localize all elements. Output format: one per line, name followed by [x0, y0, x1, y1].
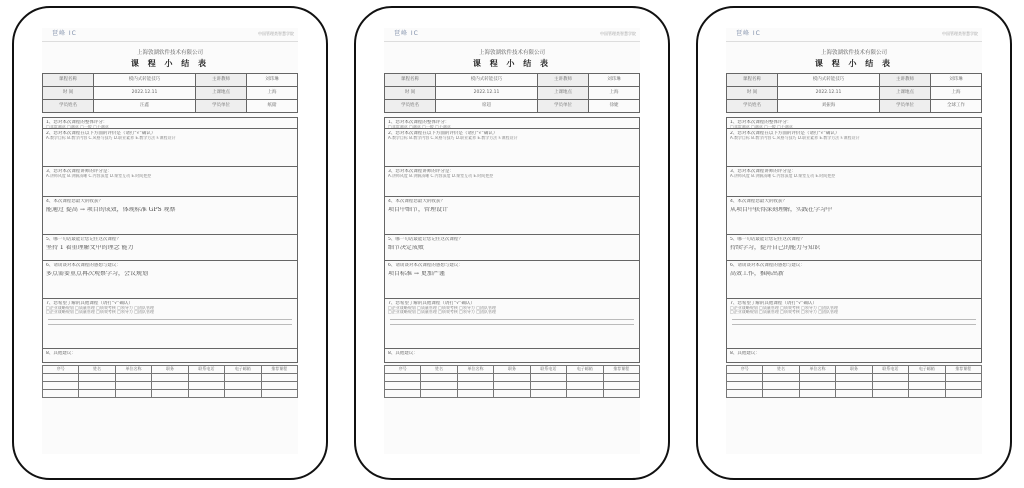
question-5-text: 5、哪一句话最能让您记住这次课程？ — [388, 236, 463, 242]
lecturer-label: 主讲教师 — [538, 73, 589, 86]
unit-label: 学员单位 — [538, 99, 589, 112]
lecturer-label: 主讲教师 — [196, 73, 247, 86]
table-header-cell: 序号 — [727, 365, 763, 373]
table-header-cell: 电子邮箱 — [225, 365, 261, 373]
table-header-cell: 电子邮箱 — [909, 365, 945, 373]
question-7-text: 7、您希望了解的其他课程（请打“√”确认） — [730, 300, 817, 306]
question-3-text: 3、您对本次课程讲师的评分是： — [730, 168, 796, 174]
question-5-text: 5、哪一句话最能让您记住这次课程？ — [46, 236, 121, 242]
unit-value: 徐婕 — [589, 99, 640, 112]
question-1 — [42, 117, 298, 129]
sheet-header — [42, 28, 298, 42]
divider — [390, 324, 634, 325]
company-name: 上海敦湖软件技术有限公司 — [478, 50, 545, 56]
table-header-cell: 职务 — [494, 365, 530, 373]
student-label: 学员姓名 — [727, 99, 778, 112]
table-row — [727, 381, 982, 389]
question-5 — [42, 235, 298, 261]
recommend-table — [726, 365, 982, 398]
place-value: 上海 — [247, 86, 298, 99]
unit-label: 学员单位 — [196, 99, 247, 112]
student-label: 学员姓名 — [385, 99, 436, 112]
question-7 — [384, 299, 640, 349]
table-header-cell: 联系电话 — [530, 365, 566, 373]
summary-sheet — [384, 28, 640, 454]
summary-sheet — [726, 28, 982, 454]
table-header-cell: 姓名 — [763, 365, 799, 373]
slogan: 中国管理类智慧学院 — [942, 31, 978, 36]
unit-value: 纸储 — [247, 99, 298, 112]
student-label: 学员姓名 — [43, 99, 94, 112]
question-3 — [384, 167, 640, 197]
question-7-text: 7、您希望了解的其他课程（请打“√”确认） — [46, 300, 133, 306]
slogan: 中国管理类智慧学院 — [600, 31, 636, 36]
question-8 — [726, 349, 982, 363]
table-header-cell: 序号 — [43, 365, 79, 373]
question-2 — [384, 129, 640, 167]
course-label: 课程名称 — [385, 73, 436, 86]
question-8-text: 8、其他建议： — [730, 350, 760, 356]
table-header-cell: 姓名 — [79, 365, 115, 373]
table-row — [43, 381, 298, 389]
question-5-answer: 持续学习，提升自己的能力与知识 — [730, 244, 821, 251]
question-8 — [42, 349, 298, 363]
course-value: 模内式转能技巧 — [436, 73, 538, 86]
student-signature: 席超 — [436, 99, 538, 112]
question-7-options: □企业战略规划 □质量管理 □绩效考核 □领导力 □团队管理 — [730, 305, 838, 310]
question-4-answer: 能通过 提高 → 项目的成效，体现标准 GPS 观察 — [46, 206, 176, 213]
company-name: 上海敦湖软件技术有限公司 — [820, 50, 887, 56]
question-6-answer: 多点需要重点再次观察学习，会议规划 — [46, 270, 149, 277]
table-header-cell: 推荐课程 — [603, 365, 639, 373]
question-7-options: □企业战略规划 □质量管理 □绩效考核 □领导力 □团队管理 — [388, 305, 496, 310]
form-title: 课 程 小 结 表 — [130, 59, 210, 69]
question-4-answer: 项目中细节，管理设计 — [388, 206, 449, 213]
table-header-row — [43, 365, 298, 373]
date-value: 2022.12.11 — [436, 86, 538, 99]
question-3-text: 3、您对本次课程讲师的评分是： — [388, 168, 454, 174]
summary-card-1 — [12, 6, 328, 480]
recommend-table — [384, 365, 640, 398]
question-5 — [726, 235, 982, 261]
table-header-row — [727, 365, 982, 373]
table-row — [727, 373, 982, 381]
question-4-text: 4、本次课程您最大的收获？ — [46, 198, 103, 204]
summary-card-2 — [354, 6, 670, 480]
table-row — [43, 373, 298, 381]
table-header-cell: 姓名 — [421, 365, 457, 373]
sheet-header — [726, 28, 982, 42]
lecturer-label: 主讲教师 — [880, 73, 931, 86]
lecturer-value: 刘玮琳 — [589, 73, 640, 86]
divider — [48, 324, 292, 325]
table-row — [385, 389, 640, 397]
form-title: 课 程 小 结 表 — [472, 59, 552, 69]
table-header-cell: 电子邮箱 — [567, 365, 603, 373]
lecturer-value: 刘玮琳 — [931, 73, 982, 86]
question-7-options: □企业战略规划 □质量管理 □绩效考核 □领导力 □团队管理 — [46, 305, 154, 310]
question-7-text: 7、您希望了解的其他课程（请打“√”确认） — [388, 300, 475, 306]
divider — [732, 319, 976, 320]
question-1 — [726, 117, 982, 129]
question-4 — [42, 197, 298, 235]
place-label: 上课地点 — [880, 86, 931, 99]
question-4-answer: 从项目中获得深刻理解，实践在学习中 — [730, 206, 833, 213]
question-6 — [384, 261, 640, 299]
unit-value: 全球工作 — [931, 99, 982, 112]
question-2-options: A.教学目标 B.教学内容 C.风格与技巧 D.职业素养 E.教学方法 F.课程设计 — [388, 135, 518, 140]
table-row — [727, 389, 982, 397]
question-2-text: 2、您对本次课程在以下方面的评价是（请打“√”确认） — [730, 130, 840, 136]
course-value: 模内式转能技巧 — [778, 73, 880, 86]
question-3 — [726, 167, 982, 197]
question-7-options: □企业战略规划 □质量管理 □绩效考核 □领导力 □团队管理 — [388, 310, 496, 315]
table-header-cell: 推荐课程 — [945, 365, 981, 373]
question-4-text: 4、本次课程您最大的收获？ — [388, 198, 445, 204]
question-2 — [726, 129, 982, 167]
place-label: 上课地点 — [538, 86, 589, 99]
question-3 — [42, 167, 298, 197]
divider — [390, 319, 634, 320]
table-header-cell: 单位名称 — [115, 365, 151, 373]
summary-sheet — [42, 28, 298, 454]
place-value: 上海 — [931, 86, 982, 99]
course-label: 课程名称 — [43, 73, 94, 86]
place-value: 上海 — [589, 86, 640, 99]
question-2 — [42, 129, 298, 167]
question-6-text: 6、请谈谈对本次课程的感想与建议： — [730, 262, 805, 268]
table-row — [385, 373, 640, 381]
question-6-answer: 项目标准 → 更加严谨 — [388, 270, 445, 277]
table-header-cell: 联系电话 — [188, 365, 224, 373]
logo: 琶峰 IC — [736, 30, 761, 37]
company-name: 上海敦湖软件技术有限公司 — [136, 50, 203, 56]
question-3-options: A.讲师风度 B.讲解清晰 C.内容深度 D.课堂互动 E.时间把控 — [46, 173, 152, 178]
table-header-cell: 职务 — [152, 365, 188, 373]
question-8-text: 8、其他建议： — [46, 350, 76, 356]
question-5-answer: 细节决定成败 — [388, 244, 425, 251]
lecturer-value: 刘玮琳 — [247, 73, 298, 86]
time-label: 时 间 — [43, 86, 94, 99]
question-4-text: 4、本次课程您最大的收获？ — [730, 198, 787, 204]
question-3-options: A.讲师风度 B.讲解清晰 C.内容深度 D.课堂互动 E.时间把控 — [388, 173, 494, 178]
question-2-text: 2、您对本次课程在以下方面的评价是（请打“√”确认） — [388, 130, 498, 136]
question-6 — [726, 261, 982, 299]
question-1-options: □非常满意 □满意 □一般 □不满意 — [46, 124, 109, 129]
info-table — [726, 73, 982, 113]
time-label: 时 间 — [727, 86, 778, 99]
info-table — [42, 73, 298, 113]
table-header-cell: 职务 — [836, 365, 872, 373]
recommend-table — [42, 365, 298, 398]
table-header-cell: 序号 — [385, 365, 421, 373]
question-8-text: 8、其他建议： — [388, 350, 418, 356]
question-6-answer: 高效工作，推陈出新 — [730, 270, 785, 277]
summary-card-3 — [696, 6, 1012, 480]
table-header-cell: 单位名称 — [457, 365, 493, 373]
question-3-text: 3、您对本次课程讲师的评分是： — [46, 168, 112, 174]
question-3-options: A.讲师风度 B.讲解清晰 C.内容深度 D.课堂互动 E.时间把控 — [730, 173, 836, 178]
question-4 — [384, 197, 640, 235]
question-5 — [384, 235, 640, 261]
place-label: 上课地点 — [196, 86, 247, 99]
table-row — [385, 381, 640, 389]
question-5-text: 5、哪一句话最能让您记住这次课程？ — [730, 236, 805, 242]
question-7-options: □企业战略规划 □质量管理 □绩效考核 □领导力 □团队管理 — [730, 310, 838, 315]
question-8 — [384, 349, 640, 363]
unit-label: 学员单位 — [880, 99, 931, 112]
info-table — [384, 73, 640, 113]
logo: 琶峰 IC — [52, 30, 77, 37]
question-1-options: □非常满意 □满意 □一般 □不满意 — [730, 124, 793, 129]
divider — [732, 324, 976, 325]
sheet-header — [384, 28, 640, 42]
question-1-options: □非常满意 □满意 □一般 □不满意 — [388, 124, 451, 129]
question-2-options: A.教学目标 B.教学内容 C.风格与技巧 D.职业素养 E.教学方法 F.课程设计 — [730, 135, 860, 140]
table-header-cell: 推荐课程 — [261, 365, 297, 373]
student-signature: 汪鑫 — [94, 99, 196, 112]
question-4 — [726, 197, 982, 235]
table-header-cell: 联系电话 — [872, 365, 908, 373]
question-7-options: □企业战略规划 □质量管理 □绩效考核 □领导力 □团队管理 — [46, 310, 154, 315]
divider — [48, 319, 292, 320]
question-7 — [726, 299, 982, 349]
table-header-row — [385, 365, 640, 373]
question-1 — [384, 117, 640, 129]
form-title: 课 程 小 结 表 — [814, 59, 894, 69]
question-6-text: 6、请谈谈对本次课程的感想与建议： — [46, 262, 121, 268]
logo: 琶峰 IC — [394, 30, 419, 37]
question-5-answer: 坚持 1 着重理解文中的理念 能力 — [46, 244, 134, 251]
question-1-text: 1、您对本次课程的整体评分： — [730, 119, 792, 125]
date-value: 2022.12.11 — [778, 86, 880, 99]
table-row — [43, 389, 298, 397]
question-2-options: A.教学目标 B.教学内容 C.风格与技巧 D.职业素养 E.教学方法 F.课程设计 — [46, 135, 176, 140]
question-6 — [42, 261, 298, 299]
student-signature: 刘振海 — [778, 99, 880, 112]
question-1-text: 1、您对本次课程的整体评分： — [46, 119, 108, 125]
slogan: 中国管理类智慧学院 — [258, 31, 294, 36]
question-2-text: 2、您对本次课程在以下方面的评价是（请打“√”确认） — [46, 130, 156, 136]
date-value: 2022.12.11 — [94, 86, 196, 99]
table-header-cell: 单位名称 — [799, 365, 835, 373]
question-7 — [42, 299, 298, 349]
question-1-text: 1、您对本次课程的整体评分： — [388, 119, 450, 125]
time-label: 时 间 — [385, 86, 436, 99]
course-label: 课程名称 — [727, 73, 778, 86]
course-value: 模内式转能技巧 — [94, 73, 196, 86]
question-6-text: 6、请谈谈对本次课程的感想与建议： — [388, 262, 463, 268]
